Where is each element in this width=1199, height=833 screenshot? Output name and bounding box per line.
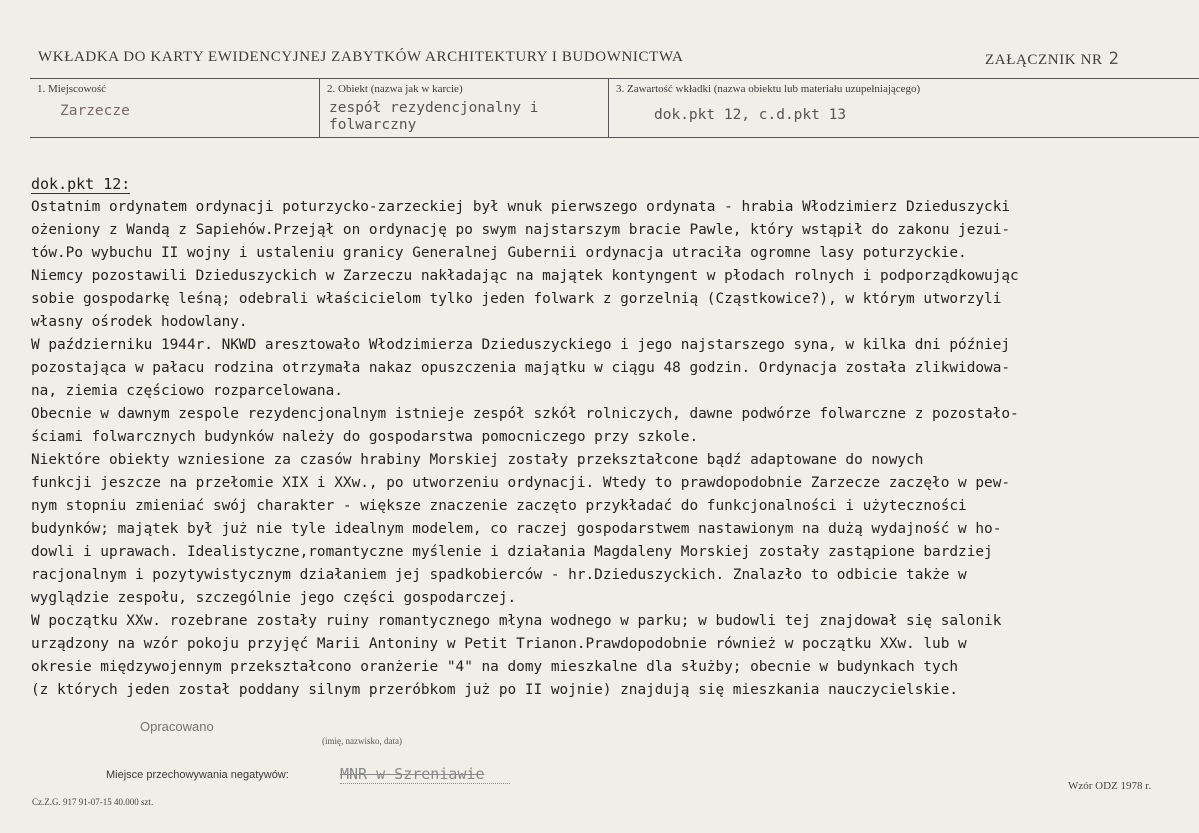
locality-value: Zarzecze: [60, 103, 130, 119]
text-line: W początku XXw. rozebrane zostały ruiny romantycznego młyna wodnego w parku; w budowli tej znajdował się salonik: [31, 613, 1002, 629]
text-line: racjonalnym i pozytywistycznym działaniem jej spadkobierców - hr.Dzieduszyckich. Znalazło to odbicie także w: [31, 567, 967, 583]
text-line: okresie międzywojennym przekształcono oranżerie "4" na domy mieszkalne dla służby; obecnie w budynkach tych: [31, 659, 959, 675]
typed-text: [31, 174, 1191, 702]
contents-value: dok.pkt 12, c.d.pkt 13: [654, 107, 847, 123]
text-line: budynków; majątek był już nie tyle idealnym modelem, co raczej gospodarstwem nastawionym na dużą wydajność w ho-: [31, 521, 1002, 537]
text-line: Ostatnim ordynatem ordynacji poturzycko-zarzeckiej był wnuk pierwszego ordynata - hrabia Włodzimierz Dzieduszycki: [31, 199, 1011, 215]
object-value: zespół rezydencjonalny i folwarczny: [329, 100, 539, 133]
name-date-hint: (imię, nazwisko, data): [322, 736, 402, 746]
text-line: Niektóre obiekty wzniesione za czasów hrabiny Morskiej zostały przekształcone bądź adaptowane do nowych: [31, 452, 924, 468]
text-line: ożeniony z Wandą z Sapiehów.Przejął on ordynację po swym najstarszym bracie Pawle, który wstąpił do zakonu jezui-: [31, 222, 1011, 238]
locality-cell: [30, 79, 318, 137]
object-label: 2. Obiekt (nazwa jak w karcie): [327, 83, 463, 95]
annex-label: ZAŁĄCZNIK NR: [985, 52, 1103, 68]
annex-value: 2: [1108, 49, 1120, 69]
negatives-label: Miejsce przechowywania negatywów:: [106, 769, 289, 781]
contents-label: 3. Zawartość wkładki (nazwa obiektu lub materiału uzupełniającego): [616, 83, 921, 95]
text-line: pozostająca w pałacu rodzina otrzymała nakaz opuszczenia majątku w ciągu 48 godzin. Ordynacja została zlikwidowa-: [31, 360, 1011, 376]
print-code: Cz.Z.G. 917 91-07-15 40.000 szt.: [32, 797, 154, 807]
prepared-by-stamp: Opracowano: [140, 719, 214, 734]
text-line: nym stopniu zmieniać swój charakter - większe znaczenie zaczęto przykładać do funkcjonalności i użyteczności: [31, 498, 967, 514]
form-title: WKŁADKA DO KARTY EWIDENCYJNEJ ZABYTKÓW ARCHITEKTURY I BUDOWNICTWA: [38, 49, 684, 65]
contents-cell: [608, 79, 1199, 137]
text-line: W październiku 1944r. NKWD aresztowało Włodzimierza Dzieduszyckiego i jego najstarszego syna, w kilka dni później: [31, 337, 1011, 353]
text-line: Niemcy pozostawili Dzieduszyckich w Zarzeczu nakładając na majątek kontyngent w płodach rolnych i podporządkowując: [31, 268, 1019, 284]
text-line: własny ośrodek hodowlany.: [31, 314, 248, 330]
text-line: ściami folwarcznych budynków należy do gospodarstwa pomocniczego przy szkole.: [31, 429, 699, 445]
text-line: urządzony na wzór pokoju przyjęć Marii Antoniny w Petit Trianon.Prawdopodobnie również w początku XXw. lub w: [31, 636, 967, 652]
text-line: sobie gospodarkę leśną; odebrali właścicielom tylko jeden folwark z gorzelnią (Cząstkowice?), w którym utworzyli: [31, 291, 1002, 307]
section-heading: dok.pkt 12:: [31, 175, 131, 193]
form-model: Wzór ODZ 1978 r.: [1068, 780, 1152, 792]
text-line: tów.Po wybuchu II wojny i ustaleniu granicy Generalnej Gubernii ordynacja utraciła ogromne lasy poturzyckie.: [31, 245, 967, 261]
annex-number: [985, 49, 1119, 69]
text-line: (z których jeden został poddany silnym przeróbkom już po II wojnie) znajdują się mieszkania nauczycielskie.: [31, 682, 959, 698]
text-line: na, ziemia częściowo rozparcelowana.: [31, 383, 343, 399]
object-cell: [319, 79, 608, 137]
fields-row: [30, 78, 1199, 138]
negatives-value: MNR w Szreniawie: [340, 765, 510, 784]
text-line: dowli i uprawach. Idealistyczne,romantyczne myślenie i działania Magdaleny Morskiej zostały zastąpione bardziej: [31, 544, 993, 560]
body-lines: [31, 196, 1191, 702]
text-line: wyglądzie zespołu, szczególnie jego części gospodarczej.: [31, 590, 517, 606]
locality-label: 1. Miejscowość: [37, 83, 107, 95]
text-line: Obecnie w dawnym zespole rezydencjonalnym istnieje zespół szkół rolniczych, dawne podwórze folwarczne z pozostało-: [31, 406, 1019, 422]
text-line: funkcji jeszcze na przełomie XIX i XXw., po utworzeniu ordynacji. Wtedy to prawdopodobnie Zarzecze zaczęło w pew-: [31, 475, 1011, 491]
